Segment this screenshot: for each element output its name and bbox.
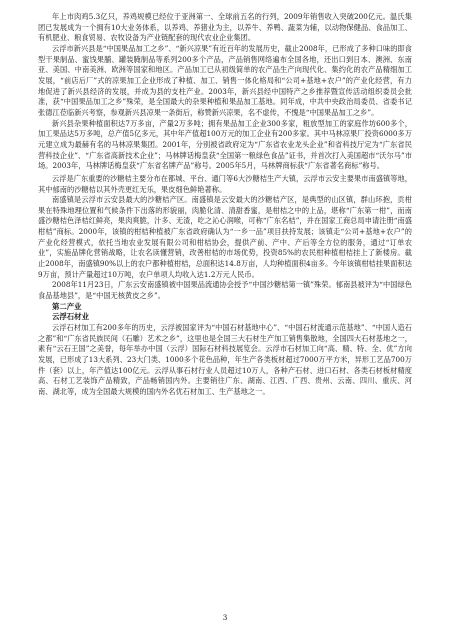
paragraph-sugar-orange: 云浮是广东重要的沙糖桔主要分布在都城、平台、通门等6大沙糖桔生产大镇，云浮市云安主要果市南盛镇等地，其中郁南的沙糖桔以其外壳更红无乐，果皮细色鲜艳著称。: [38, 173, 412, 194]
paragraph-xinxing-fruit: 云浮市新兴县是“中国果品加工之乡”、“新兴凉果”有近百年的发展历史，截止2008年，已形成了多种口味的即食型干果制品、蜜饯果脯、罐装腌制品等系列200多个产品，产品销售网络遍布全国各地，还出口到日本、澳洲、东南亚、美国、中南美洲、欧洲等国家和地区。产品加工已从初级简单的农产品生产向现代化、集约化的农产品精细加工发展，“前店后厂”式的凉果加工企业形成了种植、加工、销售一体化格局和“公司+基地+农户”的产业化经营，有力地促进了新兴县经济的发展，并成为县的支柱产业。2003年，新兴县经中国特产之乡推荐暨宣传活动组织委员会批准，获“中国果品加工之乡”殊荣，是全国最大的杂果种植和果品加工基地。同年成，中共中央政治局委员、省委书记张德江莅临新兴考察，参观新兴县凉果一条街后，称赞新兴凉果，名不虚传，不愧是“中国果品加工之乡”。: [38, 43, 412, 117]
subsection-heading: 云浮石材业: [52, 312, 89, 322]
page-number: 3: [222, 613, 228, 622]
paragraph-wens-group: 年上市肉鸡5.3亿只，养鸡规模已经位于亚洲第一、全球前五名的行列，2009年销售收入突破200亿元。温氏集团已发展成为一个拥有10大业务体系，以养鸡、养猪业为主，以养牛、养鸭、蔬菜为辅，以动物保健品、食品加工、有机肥业、粮食贸易、农牧设备为产业链配套的现代农业企业集团。: [38, 12, 412, 43]
paragraph-nansheng-town: 南盛镇是云浮市云安县最大的沙糖桔产区。南盛镇是云安最大的沙糖桔产区，是典型的山区镇，群山环抱，贡柑果在特殊地理位置和气候条件下出落的形貌丽，肉脆化清、清甜香蜜，是柑桔之中的上品，堪称“广东第一柑”，而南盛沙糖桔色泽桔红鲜亮，果肉爽脆，汁多、无渣，吃之沁心润喉，可称“广东名桔”，并在国家工商总局申请注册“南盛柑桔”商标。2000年，该镇的柑桔种植被广东省政府确认为“一乡一品”项目扶持发展；该镇走“公司+基地+农户”的产业化经营模式，依托当地农业发展有限公司和柑桔协会，提供产前、产中、产后等全方位的服务，通过“订单农业”，实施品牌化营销战略，让农名读懂营销，改善柑桔的市场优势，投资85%的农民柑种植柑桔挂上了新楼房。截止2008年，南盛镇90%以上的农户都种植柑桔，总面积达14.8万亩，人均种植面积4亩多。今年该镇柑桔挂果面积达9万亩，预计产量超过10万吨，农户单项人均收入达1.2万元人民币。: [38, 195, 412, 279]
paragraph-xinxing-industry: 新兴县杂果种植面积达7万多亩，产量2万多吨；拥有果品加工企业300多家，粗放型加工的家庭作坊600多个，加工果品达5万多吨，总产值5亿多元，其中年产值超100万元的加工企业有200多家。其中马林凉果厂投资6000多万元建立成为最赫有名的马林凉果集团。2001年，分别被省政府定为“广东省农业龙头企业”和省科技厅定为“广东省民营科技企业”、“广东省高新技术企业”；马林牌话梅皇获“全国第一粮绿色食品”证书，并首次打入美国超市“沃尔马”市场。2003年，马林牌话梅皇获“广东省名牌产品”称号。2005年5月，马林牌商标获“广东省著名商标”称号。: [38, 118, 412, 171]
paragraph-stone-industry: 云浮石材加工有200多年的历史，云浮被国家评为“中国石材基地中心”、“中国石材流通示范基地”、“中国人造石之都”和“广东省民族民间（石雕）艺术之乡”，这里也是全国三大石材生产加工销售集散地，全国四大石材基地之一，素有“云石王国”之美誉，每年举办中国（云浮）国际石材科技展览会。云浮市石材加工向“高、精、特、全、优”方向发展，已形成了13大系列、23大门类、1000多个花色品种，年生产各类板材超过7000万平方米，异形工艺品700万件（套）以上，年产值达100亿元。云浮从事石材行业人员超过10万人，各种产石材、进口石材、各类石材板材精度高、石材工艺装饰产品精致，产品畅销国内外。主要销往广东、湖南、江西、广西、贵州、云南、四川、重庆、河南、湖北等，成为全国最大规模的国内外名优石材加工、生产基地之一。: [38, 323, 412, 396]
paragraph-award: 2008年11月23日，广东云安南盛镇被中国果品流通协会授予“中国沙糖桔第一镇”殊荣。郁南县被评为“中国绿色食品基地县”，是“中国无核黄皮之乡”。: [38, 280, 412, 301]
section-heading: 第二产业: [52, 301, 82, 311]
